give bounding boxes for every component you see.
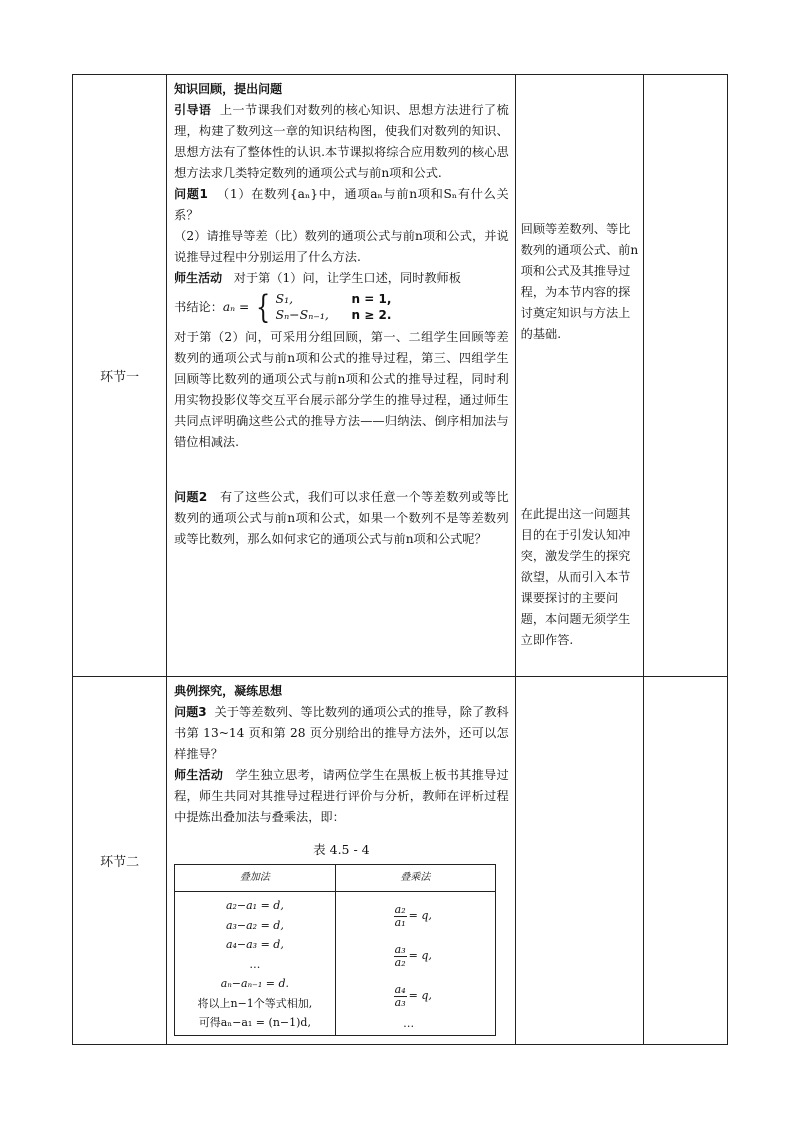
section-content [167, 677, 516, 1045]
fraction-denominator: a₁ [394, 915, 406, 929]
table-row [73, 677, 728, 1045]
note-line: 可得aₙ−a₁ = (n−1)d, [198, 1016, 311, 1029]
equation-line: a₄−a₃ = d, [225, 938, 284, 951]
formula-prefix: 书结论： [174, 299, 223, 314]
table-caption: 表 4.5 - 4 [313, 842, 370, 857]
case-condition: n = 1, [351, 292, 392, 306]
brace-icon: { [256, 288, 271, 326]
ratio-line [394, 976, 492, 1016]
column-header: 叠加法 [175, 865, 336, 892]
stage-label: 环节二 [73, 677, 167, 1045]
question-text-2: （2）请推导等差（比）数列的通项公式与前n项和公式，并说说推导过程中分别运用了什么方法. [174, 229, 509, 264]
fraction-denominator: a₂ [394, 955, 406, 969]
lesson-plan-table [72, 74, 728, 1045]
ellipsis: … [249, 957, 261, 971]
column-header: 叠乘法 [335, 865, 496, 892]
ratio-rhs: = q, [408, 949, 432, 962]
formula-cases [276, 291, 392, 323]
equation-line: aₙ−aₙ₋₁ = d. [220, 977, 289, 990]
paragraph: 对于第（2）问，可采用分组回顾，第一、二组学生回顾等差数列的通项公式与前n项和公式的推导过程，第三、四组学生回顾等比数列的通项公式与前n项和公式的推导过程，同时利用实物投影仪等交互平台展示部分学生的推导过程，通过师生共同点评明确这些公式的推导方法——归纳法、倒序相加法与错位相减法. [174, 330, 509, 449]
question-label: 问题3 [174, 705, 207, 719]
case-expression: Sₙ−Sₙ₋₁, [275, 307, 329, 322]
note-line: 将以上n−1个等式相加, [197, 996, 313, 1010]
design-intent-cell [515, 75, 643, 677]
section-heading: 典例探究，凝练思想 [174, 684, 283, 698]
question-text: （1）在数列{aₙ}中，通项aₙ与前n项和Sₙ有什么关系？ [174, 187, 509, 222]
design-intent: 回顾等差数列、等比数列的通项公式、前n项和公式及其推导过程，为本节内容的探讨奠定知识与方法上的基础. [520, 222, 639, 341]
activity-text: 学生独立思考，请两位学生在黑板上板书其推导过程，师生共同对其推导过程进行评价与分析，教师在评析过程中提炼出叠加法与叠乘法，即： [174, 768, 509, 824]
fraction-denominator: a₃ [394, 995, 406, 1009]
equation-line: a₃−a₂ = d, [225, 918, 284, 932]
empty-cell [515, 677, 643, 1045]
activity-label: 师生活动 [174, 768, 224, 782]
intro-label: 引导语 [174, 103, 212, 117]
fraction-numerator: a₂ [394, 902, 406, 916]
case-condition: n ≥ 2. [351, 308, 392, 322]
question-text: 关于等差数列、等比数列的通项公式的推导，除了教科书第 13~14 页和第 28 页分别给出的推导方法外，还可以怎样推导？ [174, 705, 509, 761]
ratio-line [394, 936, 492, 976]
table-row [73, 75, 728, 677]
case-expression: S₁, [275, 291, 294, 306]
ratio-rhs: = q, [408, 909, 432, 922]
addition-method-cell [175, 892, 336, 1036]
stage-label: 环节一 [73, 75, 167, 677]
empty-cell [643, 677, 727, 1045]
activity-label: 师生活动 [174, 271, 223, 285]
equation-line: a₂−a₁ = d, [225, 899, 284, 912]
section-content [167, 75, 516, 677]
ratio-rhs: = q, [408, 989, 432, 1002]
empty-cell [643, 75, 727, 677]
ellipsis: … [403, 1017, 415, 1030]
method-table [174, 864, 496, 1036]
fraction-numerator: a₄ [394, 982, 406, 996]
question-text: 有了这些公式，我们可以求任意一个等差数列或等比数列的通项公式与前n项和公式，如果一个数列不是等差数列或等比数列，那么如何求它的通项公式与前n项和公式呢？ [174, 490, 509, 546]
section-heading: 知识回顾，提出问题 [174, 82, 283, 96]
multiplication-method-cell [335, 892, 496, 1036]
piecewise-formula [174, 288, 509, 326]
fraction-numerator: a₃ [394, 942, 406, 956]
question-label: 问题2 [174, 490, 208, 504]
activity-text: 对于第（1）问，让学生口述，同时教师板 [233, 271, 461, 285]
formula-lhs: aₙ = [222, 299, 250, 314]
question-label: 问题1 [174, 187, 208, 201]
ratio-line [394, 896, 492, 936]
design-intent: 在此提出这一问题其目的在于引发认知冲突，激发学生的探究欲望，从而引入本节课要探讨的主要问题，本问题无须学生立即作答. [520, 507, 631, 647]
intro-text: 上一节课我们对数列的核心知识、思想方法进行了梳理，构建了数列这一章的知识结构图，使我们对数列的知识、思想方法有了整体性的认识.本节课拟将综合应用数列的核心思想方法求几类特定数列的通项公式与前n项和公式. [174, 103, 509, 180]
